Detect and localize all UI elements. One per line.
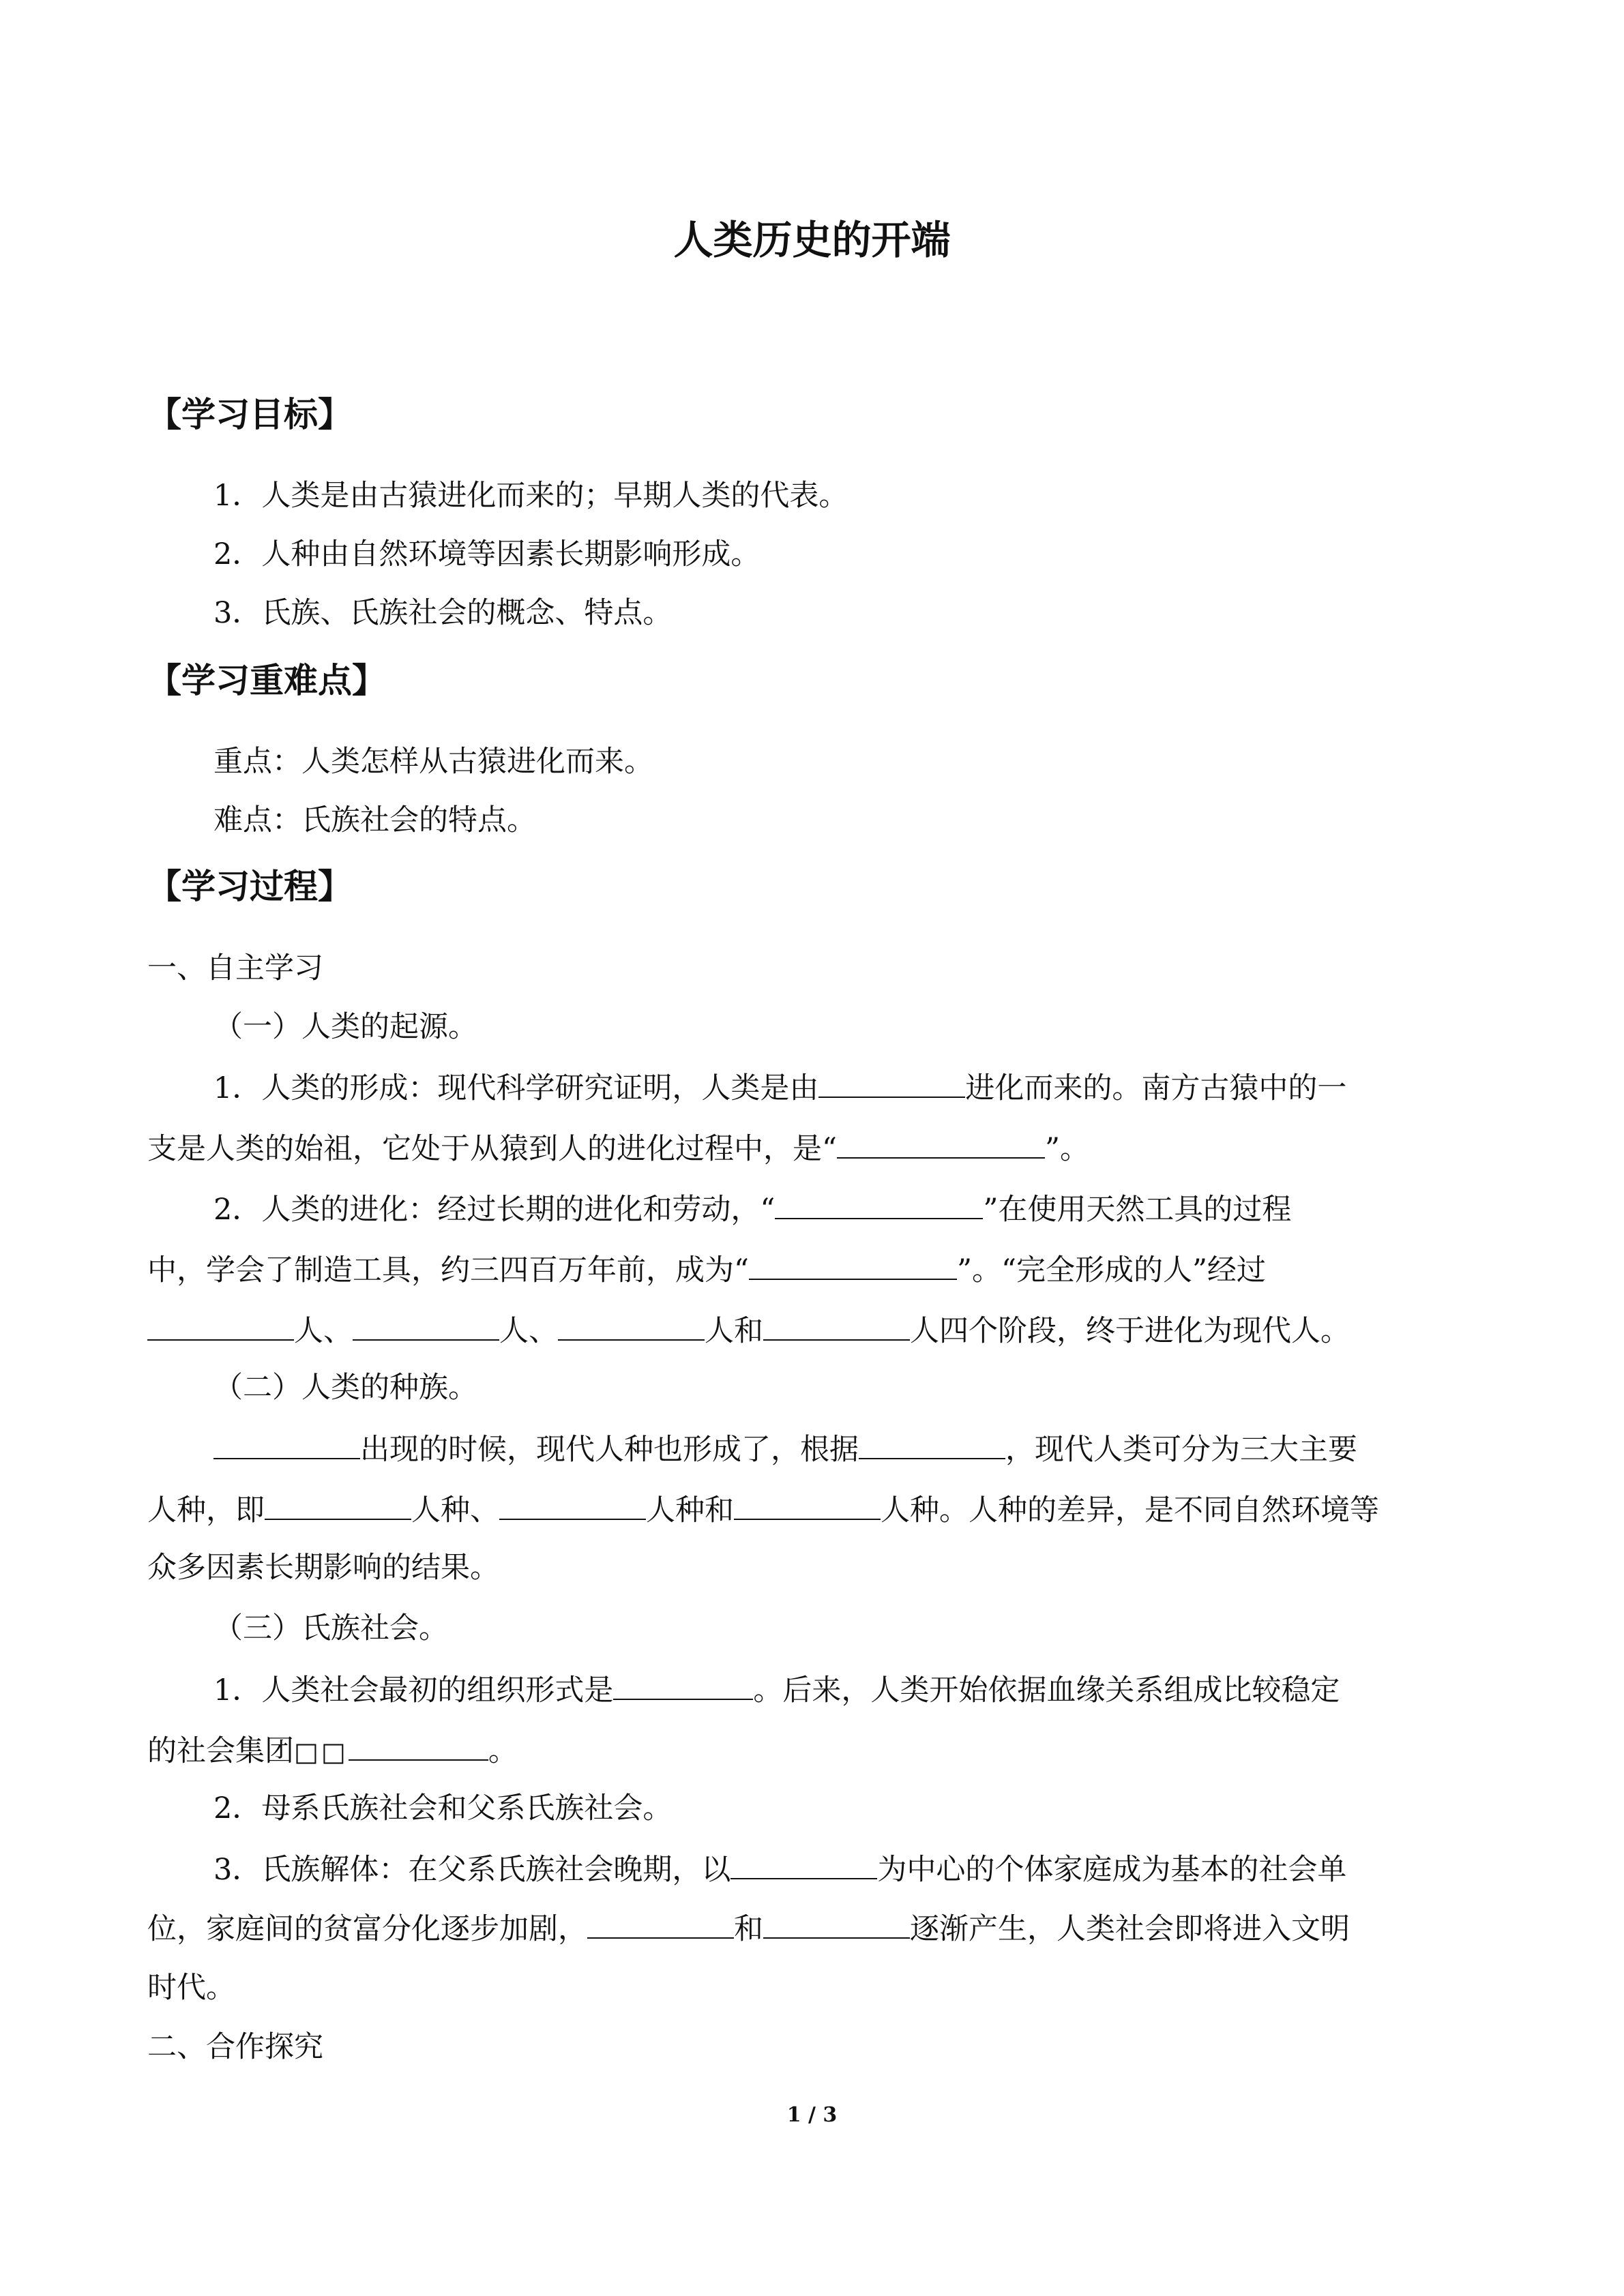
placeholder-boxes: □□ <box>294 1737 349 1767</box>
paragraph-line: 位，家庭间的贫富分化逐步加剧， 和 逐渐产生，人类社会即将进入文明 <box>147 1906 1350 1951</box>
paragraph-line: 人种，即 人种、 人种和 人种。人种的差异，是不同自然环境等 <box>147 1487 1379 1532</box>
origin-subtitle: （一）人类的起源。 <box>213 1010 477 1044</box>
fill-blank <box>730 1847 877 1879</box>
difficulty-text: 难点：氏族社会的特点。 <box>213 803 536 837</box>
paragraph-line: 2．人类的进化：经过长期的进化和劳动，“ ”在使用天然工具的过程 <box>213 1187 1291 1232</box>
paragraph-line: 出现的时候，现代人种也形成了，根据 ，现代人类可分为三大主要 <box>213 1427 1357 1472</box>
process-heading: 【学习过程】 <box>147 867 352 906</box>
paragraph-line: 人、 人、 人和 人四个阶段，终于进化为现代人。 <box>147 1308 1350 1353</box>
fill-blank <box>353 1308 499 1341</box>
paragraph-line: 3．氏族解体：在父系氏族社会晚期，以 为中心的个体家庭成为基本的社会单 <box>213 1847 1346 1892</box>
paragraph-line: 支是人类的始祖，它处于从猿到人的进化过程中，是“ ”。 <box>147 1126 1089 1171</box>
fill-blank <box>213 1427 360 1459</box>
goals-heading: 【学习目标】 <box>147 395 352 434</box>
paragraph-line: 1．人类的形成：现代科学研究证明，人类是由 进化而来的。南方古猿中的一 <box>213 1065 1346 1110</box>
coop-heading: 二、合作探究 <box>147 2030 323 2064</box>
clan-subtitle: （三）氏族社会。 <box>213 1611 448 1645</box>
fill-blank <box>818 1065 965 1098</box>
self-study-heading: 一、自主学习 <box>147 951 323 985</box>
fill-blank <box>587 1906 734 1939</box>
fill-blank <box>349 1728 488 1761</box>
paragraph-line: 众多因素长期影响的结果。 <box>147 1551 499 1585</box>
fill-blank <box>499 1487 646 1520</box>
fill-blank <box>613 1667 753 1700</box>
paragraph-line: 2．母系氏族社会和父系氏族社会。 <box>213 1791 673 1825</box>
goal-item: 3．氏族、氏族社会的概念、特点。 <box>213 596 673 630</box>
paragraph-line: 的社会集团□□ 。 <box>147 1728 518 1774</box>
fill-blank <box>734 1487 881 1520</box>
goal-item: 2．人种由自然环境等因素长期影响形成。 <box>213 537 761 571</box>
page-number: 1 / 3 <box>786 2103 838 2127</box>
fill-blank <box>763 1906 910 1939</box>
fill-blank <box>147 1308 294 1341</box>
keypoint-text: 重点：人类怎样从古猿进化而来。 <box>213 745 653 779</box>
fill-blank <box>859 1427 1005 1459</box>
keypoints-heading: 【学习重难点】 <box>147 661 386 700</box>
paragraph-line: 中，学会了制造工具，约三四百万年前，成为“ ”。“完全形成的人”经过 <box>147 1247 1266 1292</box>
goal-item: 1．人类是由古猿进化而来的；早期人类的代表。 <box>213 479 848 513</box>
race-subtitle: （二）人类的种族。 <box>213 1371 477 1405</box>
fill-blank <box>265 1487 411 1520</box>
paragraph-line: 1．人类社会最初的组织形式是 。后来，人类开始依据血缘关系组成比较稳定 <box>213 1667 1340 1712</box>
paragraph-line: 时代。 <box>147 1971 235 2005</box>
fill-blank <box>763 1308 910 1341</box>
fill-blank <box>749 1247 957 1280</box>
fill-blank <box>837 1126 1045 1159</box>
fill-blank <box>558 1308 705 1341</box>
fill-blank <box>775 1187 983 1219</box>
page-title: 人类历史的开端 <box>673 217 951 263</box>
